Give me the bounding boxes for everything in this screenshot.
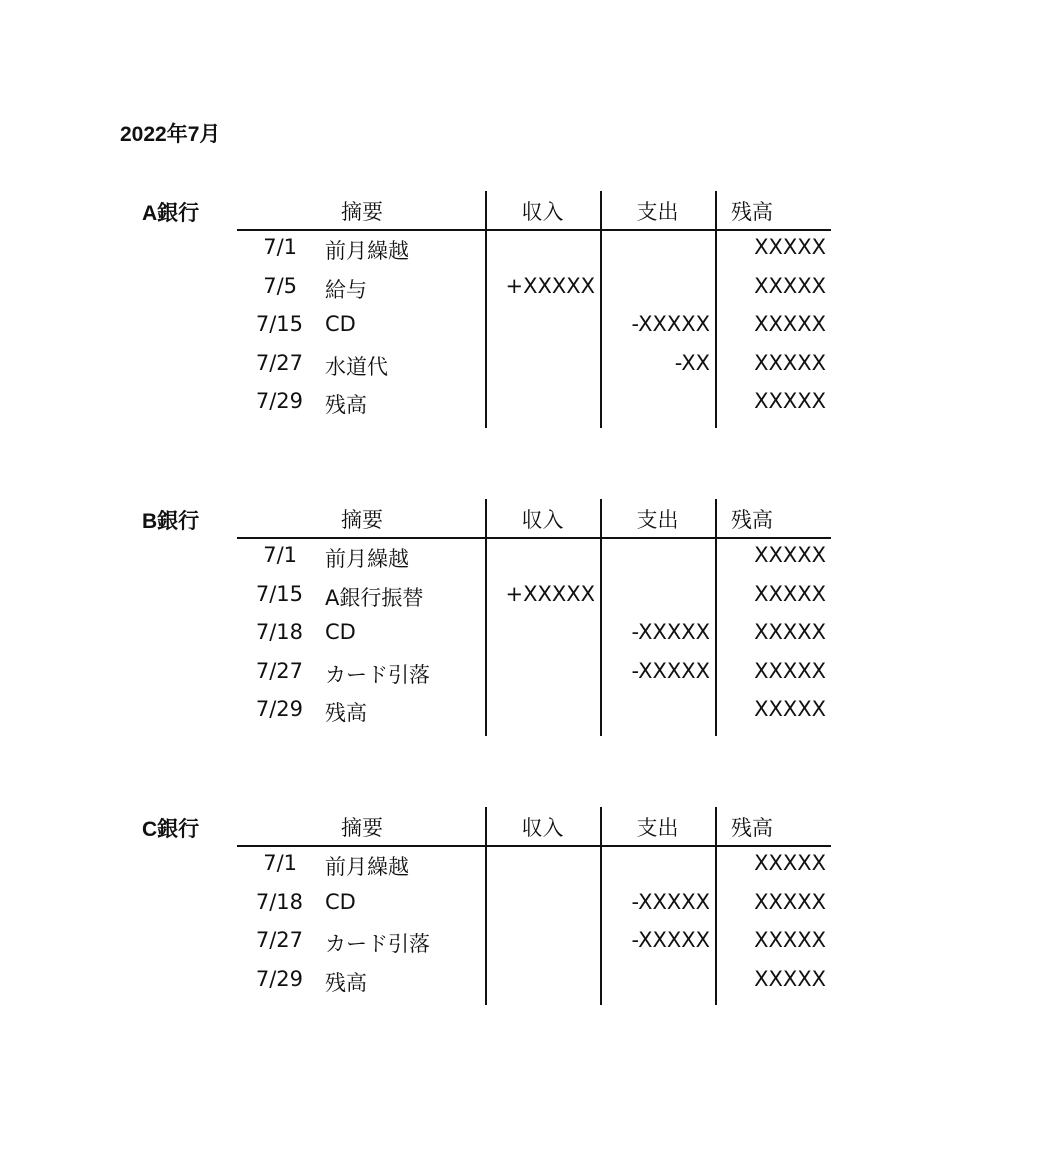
table-row <box>237 308 831 346</box>
row-date: 7/1 <box>263 235 297 259</box>
table-row <box>237 578 831 616</box>
header-balance: 残高 <box>731 200 773 224</box>
row-income: +XXXXX <box>505 581 595 606</box>
row-balance: XXXXX <box>754 273 826 298</box>
row-balance: XXXXX <box>754 697 826 721</box>
table-row <box>237 886 831 924</box>
row-income: +XXXXX <box>505 273 595 298</box>
bank-name: A銀行 <box>142 202 200 225</box>
page-title: 2022年7月 <box>120 123 221 146</box>
row-description: カード引落 <box>325 662 430 687</box>
ledger-header <box>237 499 831 539</box>
header-expense: 支出 <box>636 200 679 224</box>
row-date: 7/18 <box>255 620 303 644</box>
table-row <box>237 231 831 269</box>
ledger-header <box>237 807 831 847</box>
row-expense: -XXXXX <box>631 620 710 644</box>
header-expense: 支出 <box>636 816 679 840</box>
bank-name: B銀行 <box>142 510 200 533</box>
header-income: 収入 <box>521 816 564 840</box>
row-expense: -XXXXX <box>631 312 710 336</box>
row-balance: XXXXX <box>754 543 826 567</box>
header-balance: 残高 <box>731 816 773 840</box>
row-expense: -XX <box>674 350 710 375</box>
row-description: CD <box>325 889 356 914</box>
row-date: 7/1 <box>263 543 297 567</box>
table-row <box>237 963 831 1001</box>
header-income: 収入 <box>521 200 564 224</box>
row-description: カード引落 <box>325 932 430 956</box>
row-description: CD <box>325 312 356 336</box>
row-balance: XXXXX <box>754 389 826 413</box>
row-balance: XXXXX <box>754 312 826 336</box>
row-date: 7/15 <box>255 581 303 606</box>
row-balance: XXXXX <box>754 851 826 875</box>
row-description: CD <box>325 620 356 644</box>
row-date: 7/27 <box>255 350 303 375</box>
row-description: 前月繰越 <box>325 239 409 263</box>
row-date: 7/15 <box>255 312 303 336</box>
row-description: 前月繰越 <box>325 547 409 571</box>
header-income: 収入 <box>521 508 564 532</box>
row-description: 残高 <box>325 701 367 725</box>
row-date: 7/29 <box>255 697 303 721</box>
table-row <box>237 539 831 577</box>
row-date: 7/29 <box>255 389 303 413</box>
table-row <box>237 347 831 385</box>
row-balance: XXXXX <box>754 966 826 991</box>
row-balance: XXXXX <box>754 658 826 683</box>
table-row <box>237 270 831 308</box>
ledger-header <box>237 191 831 231</box>
row-balance: XXXXX <box>754 889 826 914</box>
header-expense: 支出 <box>636 508 679 532</box>
row-date: 7/29 <box>255 966 303 991</box>
table-row <box>237 924 831 962</box>
header-desc: 摘要 <box>341 816 383 840</box>
row-date: 7/27 <box>255 658 303 683</box>
table-row <box>237 616 831 654</box>
row-expense: -XXXXX <box>631 928 710 952</box>
row-description: A銀行振替 <box>325 585 424 610</box>
row-description: 残高 <box>325 970 367 995</box>
bank-name: C銀行 <box>142 818 200 841</box>
table-row <box>237 385 831 423</box>
row-balance: XXXXX <box>754 620 826 644</box>
row-expense: -XXXXX <box>631 658 710 683</box>
table-row <box>237 847 831 885</box>
table-row <box>237 655 831 693</box>
header-desc: 摘要 <box>341 200 383 224</box>
row-balance: XXXXX <box>754 350 826 375</box>
table-row <box>237 693 831 731</box>
row-date: 7/1 <box>263 851 297 875</box>
row-description: 前月繰越 <box>325 855 409 879</box>
header-balance: 残高 <box>731 508 773 532</box>
row-date: 7/5 <box>263 273 297 298</box>
header-desc: 摘要 <box>341 508 383 532</box>
row-description: 残高 <box>325 393 367 417</box>
row-balance: XXXXX <box>754 581 826 606</box>
row-date: 7/18 <box>255 889 303 914</box>
row-balance: XXXXX <box>754 928 826 952</box>
row-date: 7/27 <box>255 928 303 952</box>
row-balance: XXXXX <box>754 235 826 259</box>
row-expense: -XXXXX <box>631 889 710 914</box>
row-description: 水道代 <box>325 354 388 379</box>
row-description: 給与 <box>325 277 367 302</box>
